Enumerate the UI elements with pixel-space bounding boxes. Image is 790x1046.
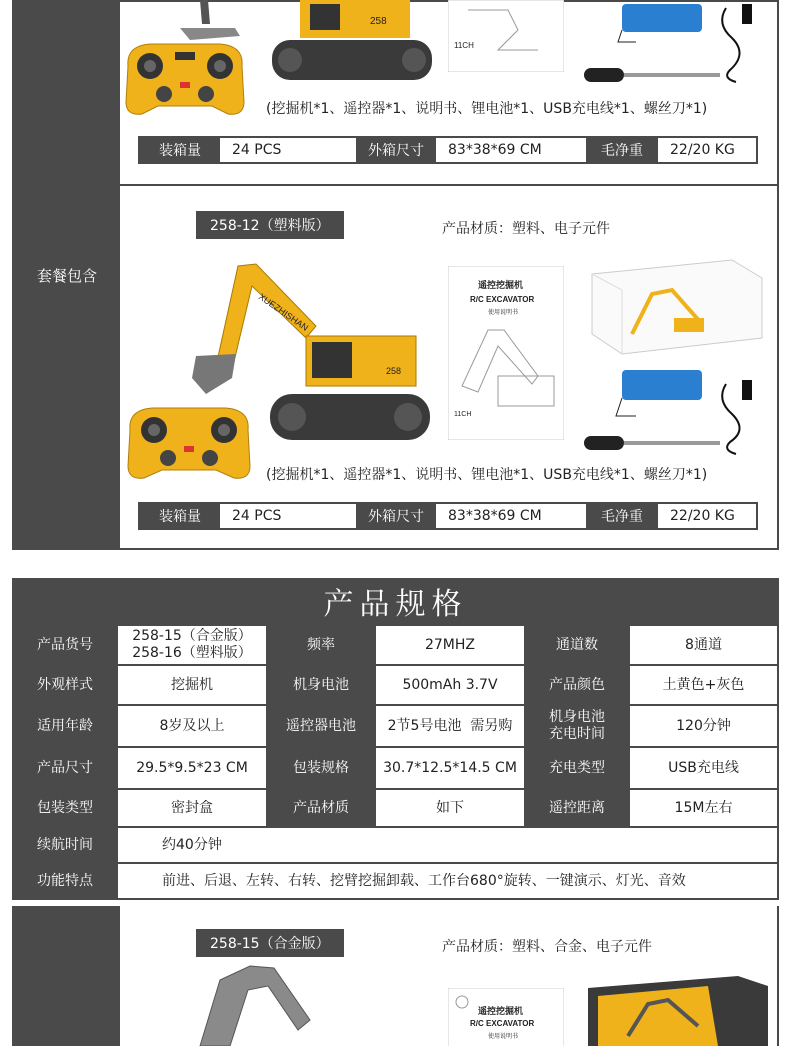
svg-text:使用说明书: 使用说明书	[488, 310, 519, 316]
spec-value: 30.7*12.5*14.5 CM	[376, 748, 526, 788]
spec-title: 产品规格	[12, 578, 779, 624]
spec-key: 产品尺寸	[14, 748, 118, 788]
spec-key: 续航时间	[14, 828, 118, 862]
model-tag: 258-12（塑料版）	[196, 211, 344, 239]
svg-text:使用说明书: 使用说明书	[488, 1034, 519, 1040]
spec-value: 500mAh 3.7V	[376, 666, 526, 704]
spec-value: 挖掘机	[118, 666, 268, 704]
spec-key: 包装类型	[14, 790, 118, 826]
product-material: 产品材质：塑料、合金、电子元件	[442, 939, 652, 955]
spec-key: 包装规格	[268, 748, 376, 788]
table-row	[14, 790, 777, 828]
svg-text:258: 258	[386, 366, 402, 376]
spec-value: 如下	[376, 790, 526, 826]
spec-key: 遥控距离	[526, 790, 630, 826]
spec-value: 土黄色+灰色	[662, 676, 745, 693]
model-tag: 258-15（合金版）	[196, 929, 344, 957]
spec-value: 29.5*9.5*23 CM	[118, 748, 268, 788]
panel-divider	[120, 184, 777, 186]
spec-key: 遥控器电池	[268, 706, 376, 746]
spec-key: 频率	[268, 626, 376, 664]
table-row	[14, 666, 777, 706]
table-row	[14, 706, 777, 748]
table-row	[14, 828, 777, 864]
spec-key: 外观样式	[14, 666, 118, 704]
stat-value: 22/20 KG	[658, 138, 756, 162]
spec-key: 机身电池	[268, 666, 376, 704]
spec-value: 15M左右	[674, 799, 733, 816]
stat-key: 装箱量	[140, 138, 220, 162]
screwdriver-image	[584, 64, 724, 86]
svg-text:遥控挖掘机: 遥控挖掘机	[478, 1006, 524, 1016]
battery-image	[614, 366, 706, 420]
svg-text:XUEZHISHAN: XUEZHISHAN	[256, 291, 311, 333]
spec-value: 8通道	[685, 636, 722, 653]
package-stats	[138, 136, 758, 164]
stat-value: 83*38*69 CM	[436, 138, 586, 162]
spec-key: 通道数	[526, 626, 630, 664]
stat-key: 装箱量	[140, 504, 220, 528]
spec-key: 充电类型	[526, 748, 630, 788]
spec-value: 258-15（合金版） 258-16（塑料版）	[118, 626, 268, 664]
spec-value: 2节5号电池 需另购	[376, 706, 526, 746]
spec-table	[12, 624, 779, 900]
svg-text:R/C EXCAVATOR: R/C EXCAVATOR	[470, 295, 535, 304]
spec-key: 产品颜色	[526, 666, 630, 704]
spec-key: 产品材质	[268, 790, 376, 826]
spec-key: 机身电池 充电时间	[526, 706, 630, 746]
stat-value: 22/20 KG	[658, 504, 756, 528]
stat-value: 24 PCS	[220, 138, 356, 162]
bottom-label-column	[14, 906, 120, 1046]
excavator-image	[190, 960, 330, 1046]
spec-key: 适用年龄	[14, 706, 118, 746]
spec-key: 产品货号	[14, 626, 118, 664]
package-contents: (挖掘机*1、遥控器*1、说明书、锂电池*1、USB充电线*1、螺丝刀*1)	[266, 101, 708, 117]
spec-value: 27MHZ	[376, 626, 526, 664]
stat-key: 毛净重	[586, 504, 658, 528]
stat-key: 外箱尺寸	[356, 138, 436, 162]
spec-value: 前进、后退、左转、右转、挖臂挖掘卸载、工作台680°旋转、一键演示、灯光、音效	[162, 872, 686, 889]
remote-controller-image	[122, 402, 256, 484]
spec-key: 功能特点	[14, 864, 118, 898]
table-row	[14, 626, 777, 666]
screwdriver-image	[584, 432, 724, 454]
package-label: 套餐包含	[14, 2, 120, 548]
table-row	[14, 864, 777, 900]
stat-value: 83*38*69 CM	[436, 504, 586, 528]
manual-image	[448, 988, 564, 1046]
spec-value: 8岁及以上	[118, 706, 268, 746]
manual-image	[448, 0, 564, 72]
svg-text:遥控挖掘机: 遥控挖掘机	[478, 280, 524, 290]
stat-key: 毛净重	[586, 138, 658, 162]
excavator-image	[180, 0, 440, 92]
spec-value: USB充电线	[668, 759, 739, 776]
svg-text:11CH: 11CH	[454, 41, 474, 50]
product-material: 产品材质：塑料、电子元件	[442, 221, 610, 237]
spec-value: 约40分钟	[162, 836, 222, 853]
stat-key: 外箱尺寸	[356, 504, 436, 528]
svg-text:11CH: 11CH	[454, 411, 472, 418]
spec-value: 密封盒	[118, 790, 268, 826]
manual-image	[448, 266, 564, 440]
spec-value: 120分钟	[676, 717, 731, 734]
package-box-image	[582, 254, 766, 358]
package-box-image	[588, 976, 768, 1046]
battery-image	[616, 0, 706, 44]
package-stats	[138, 502, 758, 530]
svg-text:R/C EXCAVATOR: R/C EXCAVATOR	[470, 1019, 535, 1028]
table-row	[14, 748, 777, 790]
package-contents: (挖掘机*1、遥控器*1、说明书、锂电池*1、USB充电线*1、螺丝刀*1)	[266, 467, 708, 483]
stat-value: 24 PCS	[220, 504, 356, 528]
svg-text:258: 258	[370, 16, 387, 27]
